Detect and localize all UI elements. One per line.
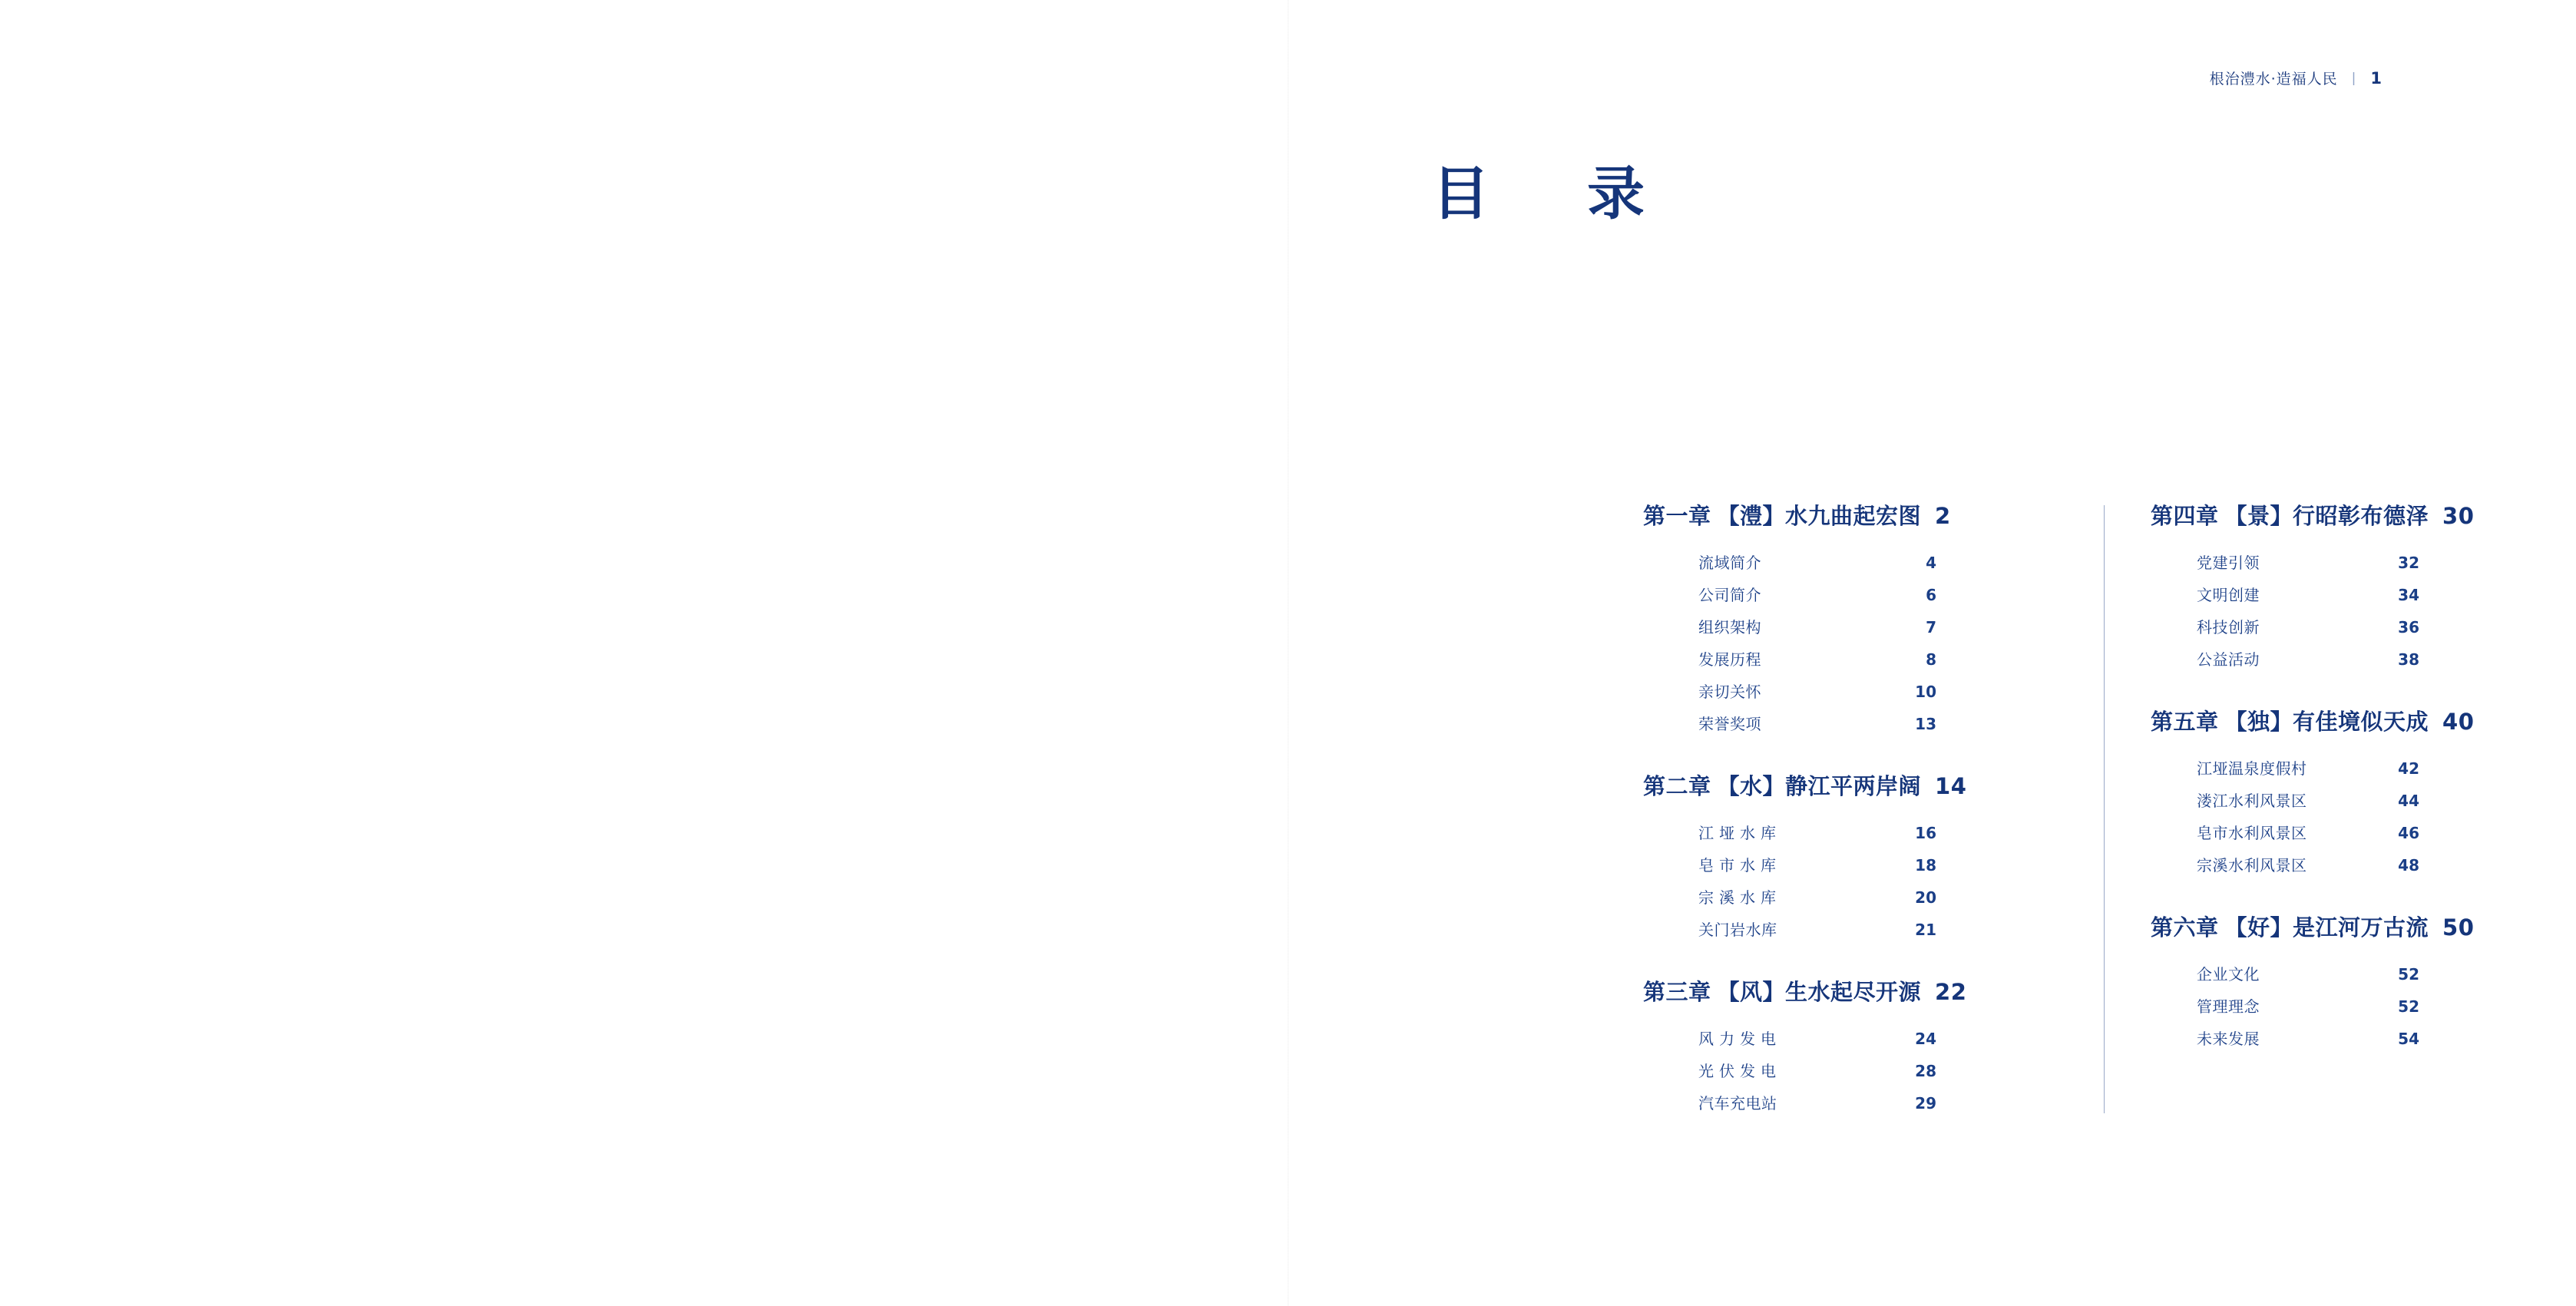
entry-title: 科技创新 — [2197, 618, 2260, 636]
entry-page-number: 10 — [1915, 683, 1936, 701]
toc-entry[interactable] — [1698, 1091, 2058, 1113]
entry-title: 荣誉奖项 — [1698, 715, 1761, 733]
chapter-page-number: 50 — [2442, 914, 2475, 941]
entry-page-number: 42 — [2398, 759, 2419, 778]
entry-page-number: 29 — [1915, 1094, 1936, 1113]
toc-chapter — [1643, 975, 2058, 1113]
toc-entry[interactable] — [1698, 885, 2058, 908]
running-header-separator: | — [2351, 70, 2357, 86]
toc-entry[interactable] — [2197, 789, 2565, 811]
running-header-brand: 根治澧水·造福人民 — [2209, 71, 2338, 88]
entry-page-number: 52 — [2398, 965, 2419, 984]
chapter-title: 【独】有佳境似天成 — [2224, 709, 2429, 735]
running-header-page-number: 1 — [2370, 68, 2383, 88]
entry-page-number: 20 — [1915, 888, 1936, 907]
entry-page-number: 54 — [2398, 1030, 2419, 1048]
chapter-page-number: 14 — [1935, 773, 1967, 799]
toc-entry[interactable] — [2197, 551, 2565, 573]
toc-entry-list — [2151, 962, 2565, 1049]
entry-page-number: 21 — [1915, 921, 1936, 939]
entry-title: 党建引领 — [2197, 554, 2260, 572]
toc-entry[interactable] — [1698, 712, 2058, 734]
toc-entry[interactable] — [1698, 1059, 2058, 1081]
entry-title: 汽车充电站 — [1698, 1094, 1777, 1113]
entry-title: 溇江水利风景区 — [2197, 792, 2307, 810]
entry-page-number: 16 — [1915, 824, 1936, 842]
entry-title: 宗溪水利风景区 — [2197, 856, 2307, 875]
entry-title: 宗溪水库 — [1698, 888, 1781, 907]
chapter-label: 第一章 — [1643, 503, 1711, 529]
entry-title: 江垭温泉度假村 — [2197, 759, 2307, 778]
entry-title: 发展历程 — [1698, 650, 1761, 669]
toc-chapter — [2151, 499, 2565, 670]
entry-title: 管理理念 — [2197, 997, 2260, 1016]
entry-page-number: 52 — [2398, 997, 2419, 1016]
entry-page-number: 18 — [1915, 856, 1936, 875]
toc-entry[interactable] — [1698, 583, 2058, 605]
toc-entry[interactable] — [2197, 962, 2565, 984]
toc-entry[interactable] — [1698, 853, 2058, 875]
entry-title: 皂市水利风景区 — [2197, 824, 2307, 842]
chapter-label: 第二章 — [1643, 773, 1711, 799]
chapter-label: 第三章 — [1643, 979, 1711, 1005]
entry-title: 皂市水库 — [1698, 856, 1781, 875]
entry-title: 企业文化 — [2197, 965, 2260, 984]
entry-title: 未来发展 — [2197, 1030, 2260, 1048]
toc-entry[interactable] — [1698, 1027, 2058, 1049]
entry-page-number: 24 — [1915, 1030, 1936, 1048]
toc-entry[interactable] — [1698, 918, 2058, 940]
chapter-page-number: 30 — [2442, 503, 2475, 529]
toc-entry[interactable] — [2197, 583, 2565, 605]
toc-chapter-heading[interactable] — [1643, 499, 2058, 531]
chapter-title: 【澧】水九曲起宏图 — [1717, 503, 1922, 529]
toc-entry-list — [2151, 756, 2565, 875]
chapter-page-number: 2 — [1935, 503, 1951, 529]
entry-title: 光伏发电 — [1698, 1062, 1781, 1080]
chapter-label: 第四章 — [2151, 503, 2219, 529]
entry-title: 组织架构 — [1698, 618, 1761, 636]
toc-chapter — [2151, 705, 2565, 875]
toc-chapter-heading[interactable] — [2151, 499, 2565, 531]
toc-entry[interactable] — [1698, 647, 2058, 670]
toc-entry-list — [1643, 1027, 2058, 1113]
chapter-label: 第五章 — [2151, 709, 2219, 735]
toc-entry[interactable] — [2197, 1027, 2565, 1049]
chapter-label: 第六章 — [2151, 914, 2219, 941]
chapter-title: 【风】生水起尽开源 — [1717, 979, 1922, 1005]
toc-chapter — [2151, 911, 2565, 1049]
toc-chapter-heading[interactable] — [1643, 769, 2058, 801]
entry-page-number: 38 — [2398, 650, 2419, 669]
chapter-title: 【水】静江平两岸阔 — [1717, 773, 1922, 799]
toc-entry[interactable] — [2197, 994, 2565, 1017]
chapter-title: 【好】是江河万古流 — [2224, 914, 2429, 941]
chapter-title: 【景】行昭彰布德泽 — [2224, 503, 2429, 529]
running-header — [2210, 68, 2383, 88]
toc-entry[interactable] — [2197, 615, 2565, 637]
toc-entry[interactable] — [1698, 679, 2058, 702]
toc-column-left — [1643, 499, 2104, 1113]
entry-title: 公司简介 — [1698, 586, 1761, 604]
toc-chapter-heading[interactable] — [2151, 911, 2565, 942]
chapter-page-number: 40 — [2442, 709, 2475, 735]
page-title: 目 录 — [1432, 160, 1665, 227]
entry-title: 关门岩水库 — [1698, 921, 1777, 939]
entry-page-number: 48 — [2398, 856, 2419, 875]
entry-title: 文明创建 — [2197, 586, 2260, 604]
toc-entry[interactable] — [2197, 647, 2565, 670]
entry-page-number: 13 — [1915, 715, 1936, 733]
chapter-page-number: 22 — [1935, 979, 1967, 1005]
entry-page-number: 36 — [2398, 618, 2419, 636]
toc-columns — [1643, 499, 2565, 1113]
entry-page-number: 28 — [1915, 1062, 1936, 1080]
entry-page-number: 7 — [1926, 618, 1936, 636]
entry-page-number: 32 — [2398, 554, 2419, 572]
entry-page-number: 34 — [2398, 586, 2419, 604]
toc-column-right — [2105, 499, 2565, 1049]
toc-entry[interactable] — [1698, 821, 2058, 843]
entry-page-number: 4 — [1926, 554, 1936, 572]
toc-entry[interactable] — [2197, 821, 2565, 843]
toc-chapter-heading[interactable] — [1643, 975, 2058, 1007]
toc-entry-list — [1643, 821, 2058, 940]
toc-entry[interactable] — [1698, 551, 2058, 573]
entry-title: 流域简介 — [1698, 554, 1761, 572]
toc-chapter — [1643, 769, 2058, 940]
toc-entry[interactable] — [2197, 853, 2565, 875]
toc-entry[interactable] — [1698, 615, 2058, 637]
toc-chapter — [1643, 499, 2058, 734]
entry-page-number: 44 — [2398, 792, 2419, 810]
toc-entry[interactable] — [2197, 756, 2565, 779]
entry-title: 亲切关怀 — [1698, 683, 1761, 701]
entry-title: 公益活动 — [2197, 650, 2260, 669]
entry-page-number: 8 — [1926, 650, 1936, 669]
entry-page-number: 6 — [1926, 586, 1936, 604]
entry-page-number: 46 — [2398, 824, 2419, 842]
toc-entry-list — [2151, 551, 2565, 670]
entry-title: 风力发电 — [1698, 1030, 1781, 1048]
toc-chapter-heading[interactable] — [2151, 705, 2565, 736]
entry-title: 江垭水库 — [1698, 824, 1781, 842]
toc-entry-list — [1643, 551, 2058, 734]
